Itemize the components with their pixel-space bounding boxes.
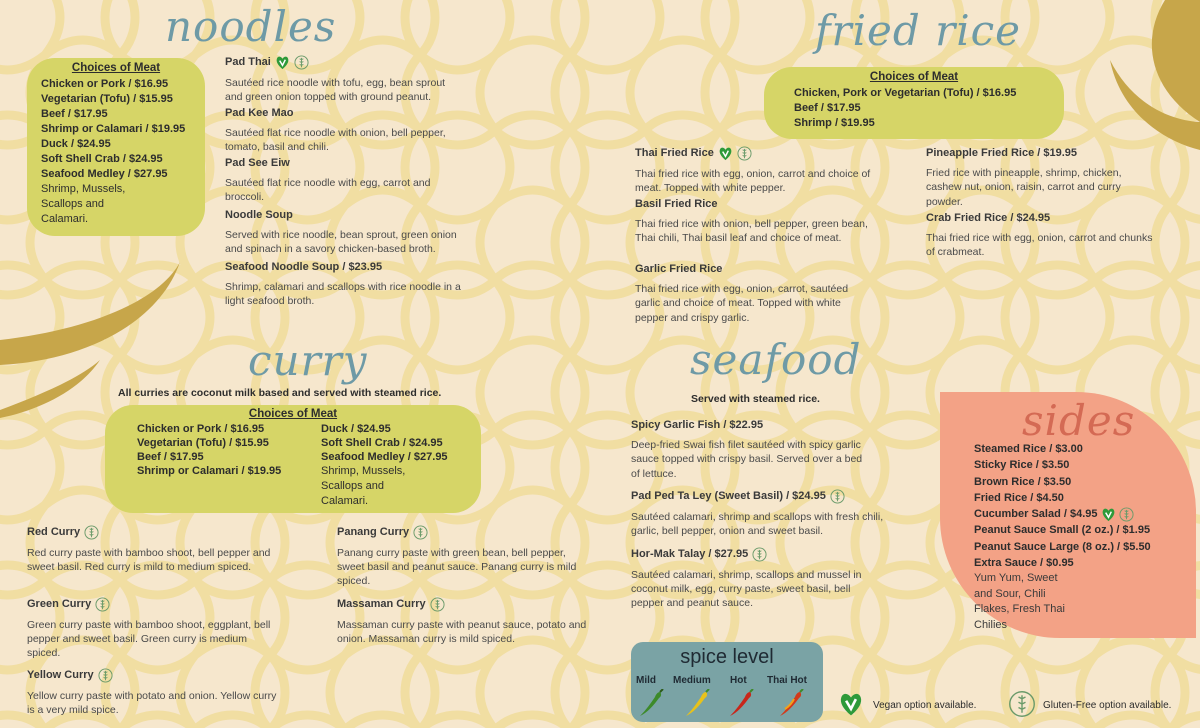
item-name: Pad Ped Ta Ley (Sweet Basil) / $24.95 <box>631 490 826 503</box>
meat-line: Duck / $24.95 <box>41 138 111 150</box>
item-description: Sautéed calamari, shrimp and scallops with fresh chili, garlic, bell pepper, onion and sweet basil. <box>631 511 884 538</box>
menu-item-red-curry <box>27 525 283 574</box>
menu-item-pad-see-eiw <box>225 156 453 205</box>
item-name: Panang Curry <box>337 526 410 539</box>
spice-label-mild: Mild <box>636 675 656 686</box>
gluten-free-icon <box>830 489 845 504</box>
item-description: Green curry paste with bamboo shoot, eggplant, bell pepper and sweet basil. Green curry is medium spiced. <box>27 619 271 660</box>
side-item: Brown Rice / $3.50 <box>974 475 1072 488</box>
item-description: Sautéed calamari, shrimp, scallops and mussel in coconut milk, egg, curry paste, sweet basil, bell pepper and peanut sauce. <box>631 569 862 610</box>
item-name: Pad See Eiw <box>225 157 290 169</box>
item-name: Noodle Soup <box>225 209 293 221</box>
section-title-curry: curry <box>248 336 368 385</box>
meat-note: Scallops and <box>41 198 104 210</box>
side-item: Fried Rice / $4.50 <box>974 491 1064 504</box>
item-name: Yellow Curry <box>27 669 94 682</box>
legend-gluten-free: Gluten-Free option available. <box>1043 700 1172 711</box>
gluten-free-icon <box>1119 507 1134 522</box>
item-description: Thai fried rice with onion, bell pepper, green bean, Thai chili, Thai basil leaf and choice of meat. <box>635 218 868 245</box>
meat-line: Shrimp or Calamari / $19.95 <box>41 123 186 135</box>
gluten-free-icon <box>737 146 752 161</box>
meat-line: Shrimp or Calamari / $19.95 <box>137 465 282 477</box>
side-item: Peanut Sauce Small (2 oz.) / $1.95 <box>974 524 1151 537</box>
item-name: Crab Fried Rice / $24.95 <box>926 212 1051 224</box>
item-description: Panang curry paste with green bean, bell pepper, sweet basil and peanut sauce. Panang curry is mild spiced. <box>337 547 577 588</box>
gluten-free-icon <box>294 55 309 70</box>
item-description: Fried rice with pineapple, shrimp, chicken, cashew nut, onion, raisin, carrot and curry powder. <box>926 167 1122 208</box>
vegan-icon <box>275 55 290 70</box>
spice-label-thai-hot: Thai Hot <box>767 675 807 686</box>
menu-item-green-curry <box>27 597 283 661</box>
meat-line: Soft Shell Crab / $24.95 <box>41 153 163 165</box>
item-description: Sautéed flat rice noodle with onion, bell pepper, tomato, basil and chili. <box>225 127 446 154</box>
item-description: Thai fried rice with egg, onion, carrot and chunks of crabmeat. <box>926 232 1153 259</box>
vegan-icon <box>1101 507 1116 522</box>
meat-note: Shrimp, Mussels, <box>41 183 126 195</box>
menu-item-yellow-curry <box>27 668 283 717</box>
side-note: and Sour, Chili <box>974 587 1046 600</box>
chili-hot-icon <box>728 689 756 719</box>
menu-item-panang-curry <box>337 525 593 589</box>
section-title-noodles: noodles <box>165 2 337 51</box>
item-name: Garlic Fried Rice <box>635 263 723 275</box>
gluten-free-icon <box>95 597 110 612</box>
item-name: Seafood Noodle Soup / $23.95 <box>225 261 383 273</box>
spice-label-medium: Medium <box>673 675 711 686</box>
section-title-fried-rice: fried rice <box>815 6 1022 55</box>
side-note: Yum Yum, Sweet <box>974 572 1058 585</box>
meat-line: Beef / $17.95 <box>41 108 108 120</box>
side-item: Cucumber Salad / $4.95 <box>974 508 1098 521</box>
item-description: Shrimp, calamari and scallops with rice noodle in a light seafood broth. <box>225 281 461 308</box>
gluten-free-icon <box>98 668 113 683</box>
menu-item-noodle-soup <box>225 208 463 257</box>
meat-line: Vegetarian (Tofu) / $15.95 <box>137 437 269 449</box>
meat-line: Chicken, Pork or Vegetarian (Tofu) / $16.95 <box>794 87 1017 99</box>
section-title-seafood: seafood <box>690 335 862 384</box>
item-name: Pad Thai <box>225 56 271 69</box>
item-name: Red Curry <box>27 526 81 539</box>
menu-item-massaman-curry <box>337 597 607 646</box>
side-item: Extra Sauce / $0.95 <box>974 557 1074 570</box>
gluten-free-icon <box>84 525 99 540</box>
meat-line: Beef / $17.95 <box>794 102 861 114</box>
item-description: Massaman curry paste with peanut sauce, potato and onion. Massaman curry is mild spiced. <box>337 619 587 646</box>
gluten-free-icon <box>413 525 428 540</box>
side-note: Chilies <box>974 618 1008 631</box>
side-item: Steamed Rice / $3.00 <box>974 443 1083 455</box>
legend-vegan: Vegan option available. <box>873 700 977 711</box>
item-description: Thai fried rice with egg, onion, carrot and choice of meat. Topped with white pepper. <box>635 168 871 195</box>
item-description: Yellow curry paste with potato and onion. Yellow curry is a very mild spice. <box>27 690 277 717</box>
meat-line: Beef / $17.95 <box>137 451 204 463</box>
chili-mild-icon <box>638 689 666 719</box>
sides-list <box>974 441 1151 633</box>
item-description: Thai fried rice with egg, onion, carrot, sautéed garlic and choice of meat. Topped with white pepper and crispy garlic. <box>635 283 849 324</box>
menu-item-crab-fried-rice <box>926 211 1158 260</box>
noodles-meat-box <box>27 58 205 236</box>
item-name: Hor-Mak Talay / $27.95 <box>631 548 749 561</box>
item-name: Spicy Garlic Fish / $22.95 <box>631 419 764 431</box>
meat-line: Duck / $24.95 <box>321 423 391 435</box>
gluten-free-icon <box>430 597 445 612</box>
item-description: Red curry paste with bamboo shoot, bell pepper and sweet basil. Red curry is mild to medium spiced. <box>27 547 271 574</box>
item-description: Served with rice noodle, bean sprout, green onion and spinach in a savory chicken-based broth. <box>225 229 457 256</box>
meat-line: Soft Shell Crab / $24.95 <box>321 437 443 449</box>
side-item: Sticky Rice / $3.50 <box>974 459 1070 472</box>
item-description: Sautéed rice noodle with tofu, egg, bean sprout and green onion topped with ground peanut. <box>225 77 446 104</box>
menu-item-pad-ped-ta-ley <box>631 489 889 538</box>
menu-item-seafood-noodle-soup <box>225 260 463 309</box>
meat-line: Seafood Medley / $27.95 <box>321 451 448 463</box>
gluten-free-icon <box>1008 690 1036 718</box>
side-note: Flakes, Fresh Thai <box>974 603 1065 616</box>
item-name: Massaman Curry <box>337 598 426 611</box>
meat-line: Chicken or Pork / $16.95 <box>41 78 169 90</box>
meat-heading: Choices of Meat <box>71 62 161 74</box>
vegan-icon <box>838 691 864 717</box>
meat-heading: Choices of Meat <box>869 71 959 83</box>
chili-thai-hot-icon <box>778 689 806 719</box>
menu-item-pad-thai <box>225 55 453 104</box>
curry-subtitle: All curries are coconut milk based and served with steamed rice. <box>118 387 442 399</box>
item-name: Pineapple Fried Rice / $19.95 <box>926 147 1078 159</box>
chili-medium-icon <box>684 689 712 719</box>
meat-line: Vegetarian (Tofu) / $15.95 <box>41 93 173 105</box>
meat-line: Chicken or Pork / $16.95 <box>137 423 265 435</box>
item-name: Green Curry <box>27 598 92 611</box>
item-name: Pad Kee Mao <box>225 107 294 119</box>
side-item: Peanut Sauce Large (8 oz.) / $5.50 <box>974 540 1151 553</box>
spice-label-hot: Hot <box>730 675 747 686</box>
meat-line: Seafood Medley / $27.95 <box>41 168 168 180</box>
item-description: Sautéed flat rice noodle with egg, carrot and broccoli. <box>225 177 431 204</box>
menu-item-pad-kee-mao <box>225 106 453 155</box>
meat-line: Shrimp / $19.95 <box>794 117 875 129</box>
meat-note: Scallops and <box>321 480 384 492</box>
fried-rice-meat-box <box>764 67 1064 139</box>
menu-item-hor-mak-talay <box>631 547 881 611</box>
section-title-sides: sides <box>1022 396 1136 445</box>
item-name: Thai Fried Rice <box>635 147 714 160</box>
spice-level-title: spice level <box>680 646 774 668</box>
seafood-subtitle: Served with steamed rice. <box>691 393 820 405</box>
meat-note: Calamari. <box>321 495 369 507</box>
menu-item-garlic-fried-rice <box>635 262 871 325</box>
meat-note: Calamari. <box>41 213 89 225</box>
menu-item-pineapple-fried-rice <box>926 146 1148 209</box>
item-description: Deep-fried Swai fish filet sautéed with spicy garlic sauce topped with crispy basil. Served over a bed of lettuce. <box>631 439 863 480</box>
meat-note: Shrimp, Mussels, <box>321 465 406 477</box>
gluten-free-icon <box>752 547 767 562</box>
menu-item-thai-fried-rice <box>635 146 871 195</box>
menu-item-spicy-garlic-fish <box>631 418 871 481</box>
vegan-icon <box>718 146 733 161</box>
item-name: Basil Fried Rice <box>635 198 718 210</box>
curry-meat-box <box>105 405 481 513</box>
menu-item-basil-fried-rice <box>635 197 871 246</box>
meat-heading: Choices of Meat <box>248 408 338 420</box>
